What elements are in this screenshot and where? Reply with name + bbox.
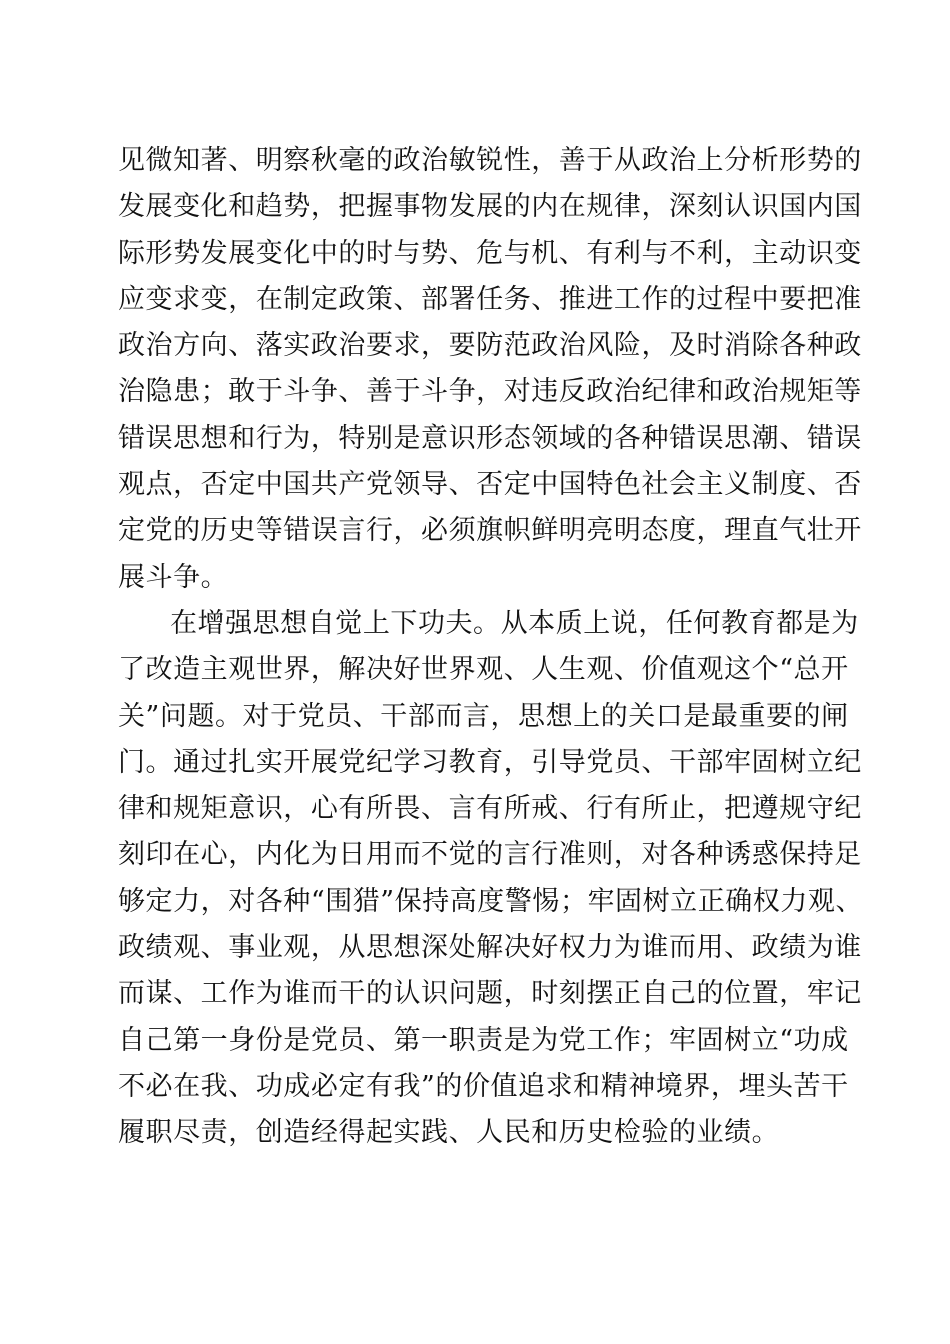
text-line: 自己第一身份是党员、第一职责是为党工作；牢固树立“功成 xyxy=(118,1024,849,1056)
text-line: 政绩观、事业观，从思想深处解决好权力为谁而用、政绩为谁 xyxy=(118,932,862,964)
paragraph-start-line: 在增强思想自觉上下功夫。从本质上说，任何教育都是为 xyxy=(170,607,859,639)
text-line: 发展变化和趋势，把握事物发展的内在规律，深刻认识国内国 xyxy=(118,191,862,223)
body-text xyxy=(118,138,864,1157)
text-line: 错误思想和行为，特别是意识形态领域的各种错误思潮、错误 xyxy=(118,422,862,454)
text-line: 而谋、工作为谁而干的认识问题，时刻摆正自己的位置，牢记 xyxy=(118,978,862,1010)
text-line: 履职尽责，创造经得起实践、人民和历史检验的业绩。 xyxy=(118,1117,780,1149)
text-line: 治隐患；敢于斗争、善于斗争，对违反政治纪律和政治规矩等 xyxy=(118,376,862,408)
text-line: 不必在我、功成必定有我”的价值追求和精神境界，埋头苦干 xyxy=(118,1070,849,1102)
text-line: 门。通过扎实开展党纪学习教育，引导党员、干部牢固树立纪 xyxy=(118,746,862,778)
text-line: 律和规矩意识，心有所畏、言有所戒、行有所止，把遵规守纪 xyxy=(118,793,862,825)
text-line: 定党的历史等错误言行，必须旗帜鲜明亮明态度，理直气壮开 xyxy=(118,515,862,547)
text-line: 了改造主观世界，解决好世界观、人生观、价值观这个“总开 xyxy=(118,654,849,686)
text-line: 政治方向、落实政治要求，要防范政治风险，及时消除各种政 xyxy=(118,330,862,362)
text-line: 够定力，对各种“围猎”保持高度警惕；牢固树立正确权力观、 xyxy=(118,885,864,917)
text-line: 见微知著、明察秋毫的政治敏锐性，善于从政治上分析形势的 xyxy=(118,145,862,176)
text-line: 际形势发展变化中的时与势、危与机、有利与不利，主动识变 xyxy=(118,237,862,269)
text-line: 展斗争。 xyxy=(118,561,229,593)
text-line: 关”问题。对于党员、干部而言，思想上的关口是最重要的闸 xyxy=(118,700,849,732)
text-line: 刻印在心，内化为日用而不觉的言行准则，对各种诱惑保持足 xyxy=(118,839,862,871)
text-line: 观点，否定中国共产党领导、否定中国特色社会主义制度、否 xyxy=(118,469,862,501)
text-line: 应变求变，在制定政策、部署任务、推进工作的过程中要把准 xyxy=(118,283,862,315)
